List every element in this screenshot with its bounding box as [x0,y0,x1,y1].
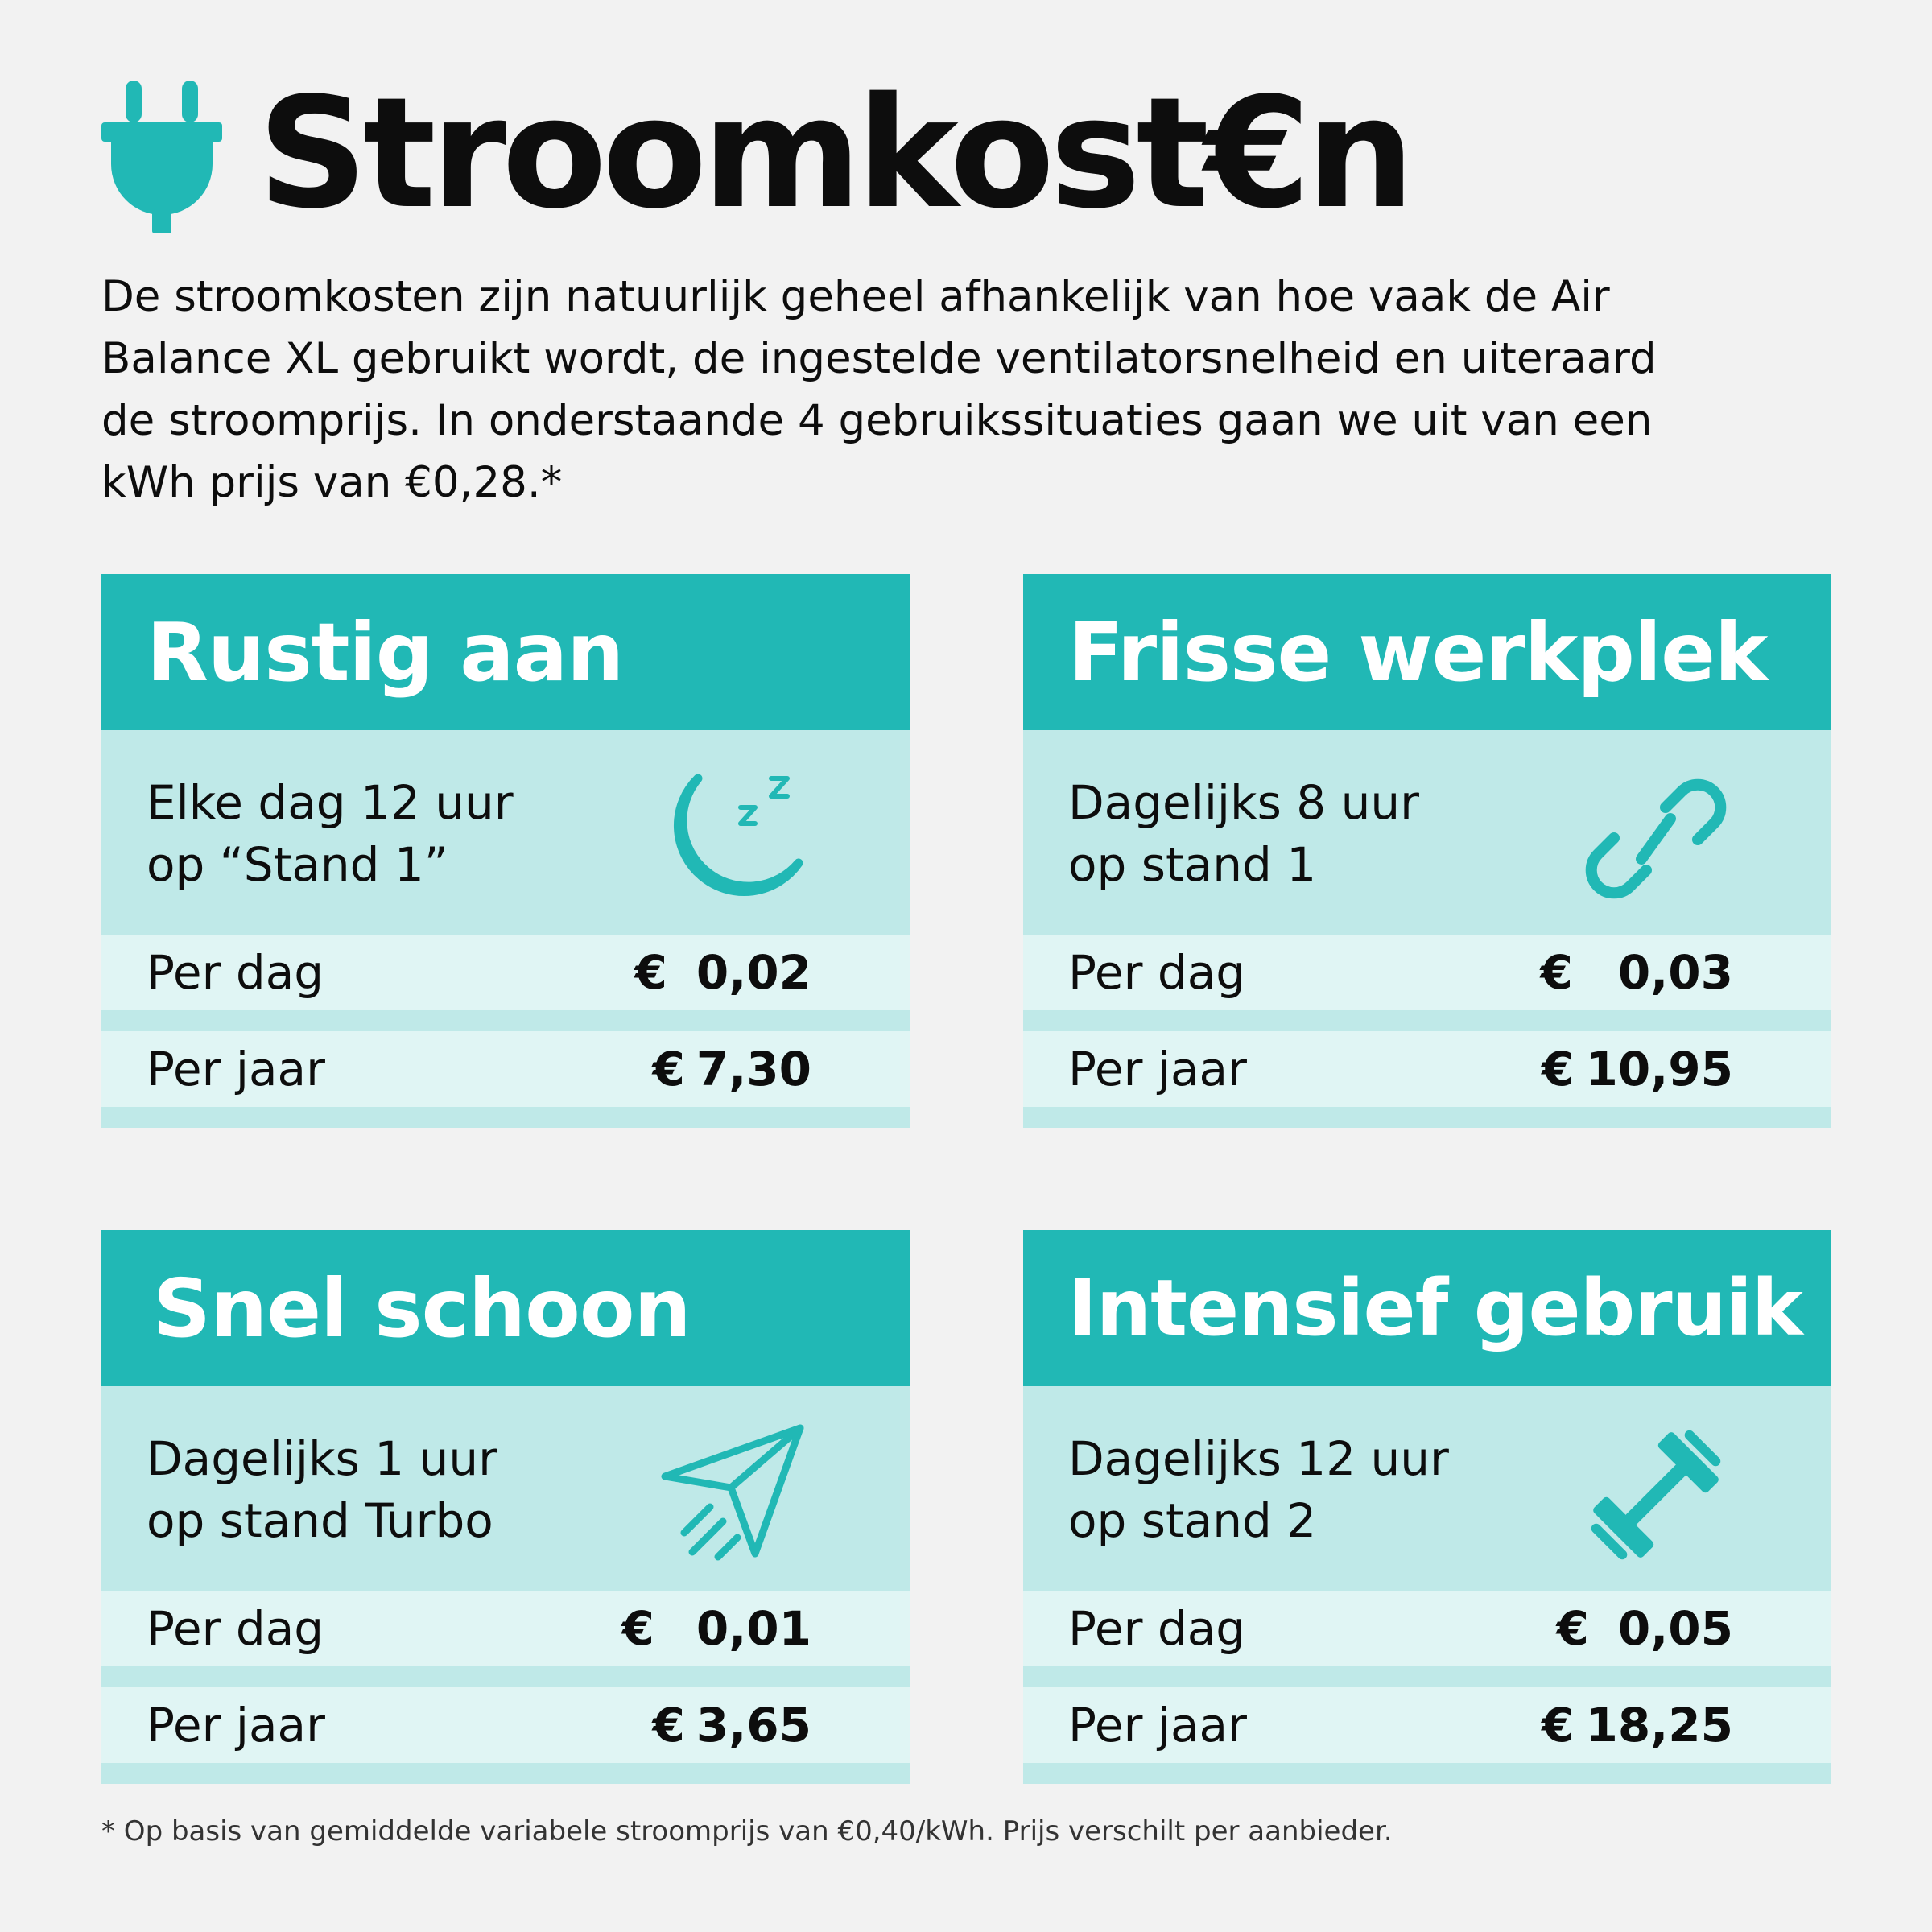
row-value [653,1042,811,1096]
currency-symbol: € [652,1698,685,1752]
dumbbell-icon [1575,1418,1736,1571]
row-value [635,945,811,1000]
per-dag-row [1023,1591,1831,1666]
card-description [101,730,910,935]
currency-symbol: € [1540,945,1573,1000]
currency-symbol: € [1542,1042,1575,1096]
card-frisse-werkplek [1023,574,1831,1128]
amount: 0,03 [1617,945,1733,1000]
amount: 18,25 [1585,1698,1733,1752]
amount: 3,65 [696,1698,811,1752]
footnote: * Op basis van gemiddelde variabele stroomprijs van €0,40/kWh. Prijs verschilt per aanbieder. [101,1815,1393,1847]
currency-symbol: € [634,945,667,1000]
card-header [1023,1230,1831,1386]
row-label: Per dag [1068,1601,1246,1656]
desc-line: Dagelijks 1 uur [147,1431,497,1486]
page-header [101,64,1410,242]
per-dag-row [1023,935,1831,1010]
card-title: Rustig aan [147,605,624,700]
row-value [1542,1042,1733,1096]
card-title: Frisse werkplek [1068,605,1768,700]
per-dag-row [101,935,910,1010]
paper-plane-icon [654,1418,815,1571]
per-jaar-row [1023,1687,1831,1763]
desc-line: Elke dag 12 uur [147,775,514,830]
row-label: Per jaar [1068,1042,1247,1096]
row-value [1557,1601,1733,1656]
row-label: Per jaar [1068,1698,1247,1752]
per-jaar-row [101,1687,910,1763]
row-label: Per jaar [147,1042,325,1096]
card-description [101,1386,910,1591]
row-value [653,1698,811,1752]
card-description [1023,730,1831,935]
link-icon [1575,762,1736,915]
desc-line: op stand 2 [1068,1493,1317,1548]
card-snel-schoon [101,1230,910,1784]
desc-line: op stand Turbo [147,1493,493,1548]
desc-line: Dagelijks 12 uur [1068,1431,1449,1486]
currency-symbol: € [652,1042,685,1096]
card-footer-strip [1023,1763,1831,1784]
amount: 10,95 [1585,1042,1733,1096]
card-title: Intensief gebruik [1068,1263,1802,1353]
card-header [1023,574,1831,730]
card-footer-strip [101,1107,910,1128]
card-header [101,574,910,730]
row-divider [101,1010,910,1031]
card-title: Snel schoon [153,1261,691,1356]
card-description [1023,1386,1831,1591]
row-divider [1023,1666,1831,1687]
card-rustig-aan [101,574,910,1128]
desc-line: Dagelijks 8 uur [1068,775,1419,830]
per-jaar-row [1023,1031,1831,1107]
row-label: Per dag [1068,945,1246,1000]
row-divider [101,1666,910,1687]
card-intensief-gebruik [1023,1230,1831,1784]
row-label: Per jaar [147,1698,325,1752]
amount: 0,01 [696,1601,811,1656]
currency-symbol: € [621,1601,654,1656]
row-divider [1023,1010,1831,1031]
desc-line: op “Stand 1” [147,837,448,892]
intro-text: De stroomkosten zijn natuurlijk geheel afhankelijk van hoe vaak de Air Balance XL gebruikt wordt, de ingestelde ventilatorsnelheid en uiteraard de stroomprijs. In onderstaande 4 gebruikssituaties gaan we uit van een kWh prijs van €0,28.* [101,272,1657,507]
card-footer-strip [1023,1107,1831,1128]
card-header [101,1230,910,1386]
row-value [1541,945,1733,1000]
amount: 0,05 [1617,1601,1733,1656]
per-jaar-row [101,1031,910,1107]
currency-symbol: € [1542,1698,1575,1752]
moon-sleep-icon [654,762,815,915]
page-title: Stroomkost€n [258,64,1410,242]
row-value [1542,1698,1733,1752]
row-value [622,1601,811,1656]
currency-symbol: € [1556,1601,1589,1656]
row-label: Per dag [147,1601,324,1656]
per-dag-row [101,1591,910,1666]
row-label: Per dag [147,945,324,1000]
amount: 7,30 [696,1042,811,1096]
desc-line: op stand 1 [1068,837,1317,892]
amount: 0,02 [696,945,811,1000]
card-footer-strip [101,1763,910,1784]
plug-icon [101,80,222,233]
